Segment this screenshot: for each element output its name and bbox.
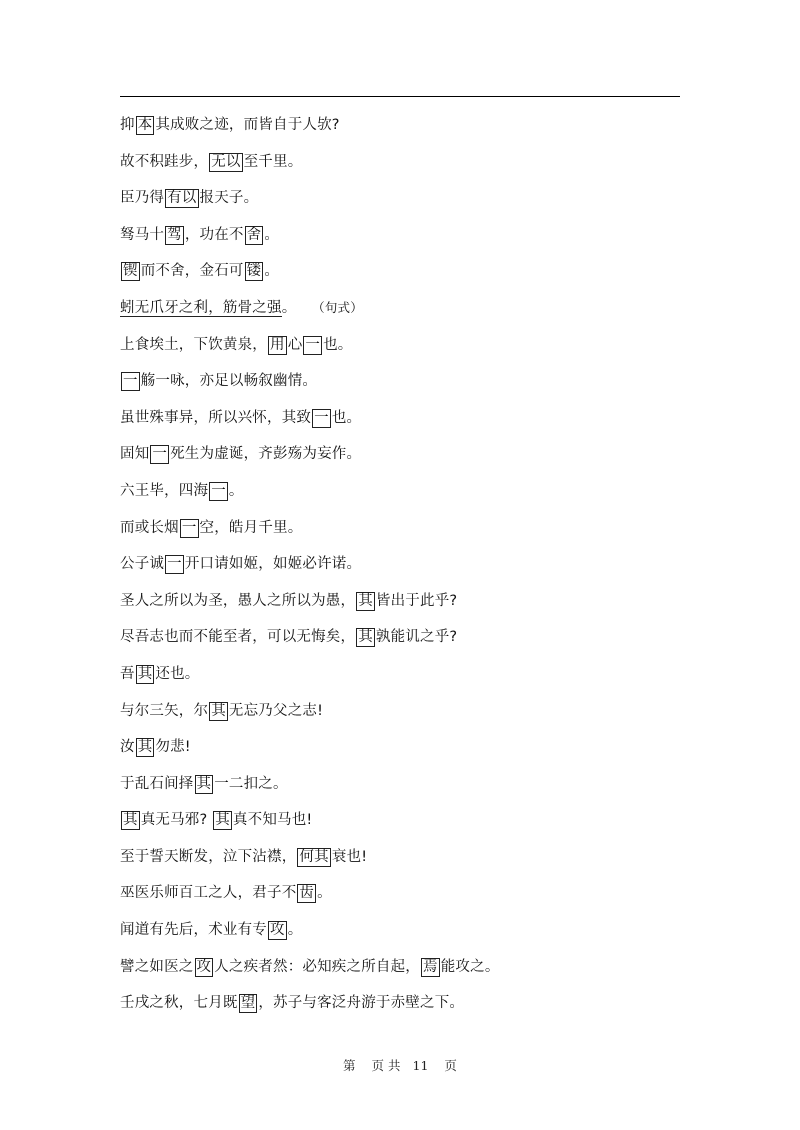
text-segment: 皆出于此乎? <box>375 592 458 609</box>
text-line <box>120 258 680 295</box>
text-line <box>120 222 680 259</box>
text-segment: 巫医乐师百工之人，君子不 <box>120 885 297 902</box>
text-segment: 一二扣之。 <box>214 775 288 792</box>
footer-suffix: 页 <box>444 1058 457 1073</box>
boxed-char: 一 <box>167 556 182 573</box>
text-line <box>120 112 680 149</box>
text-line <box>120 954 680 991</box>
text-segment: 。 <box>281 299 297 316</box>
underlined-text: 蚓无爪牙之利，筋骨之强 <box>120 299 282 316</box>
text-line <box>120 185 680 222</box>
text-segment: 空，皓月千里。 <box>199 519 303 536</box>
text-segment: 壬戌之秋，七月既 <box>120 995 238 1012</box>
boxed-char: 本 <box>137 117 153 133</box>
footer-total: 11 <box>412 1058 429 1073</box>
text-segment: 死生为虚诞，齐彭殇为妄作。 <box>170 446 362 463</box>
footer-prefix: 第 <box>343 1058 356 1073</box>
text-segment: 闻道有先后，术业有专 <box>120 922 267 939</box>
text-line <box>120 844 680 881</box>
text-segment: 真不知马也! <box>232 812 313 829</box>
text-line <box>120 405 680 442</box>
text-segment: 虽世殊事异，所以兴怀，其致 <box>120 409 312 426</box>
text-segment: 人之疾者然：必知疾之所自起， <box>214 958 421 975</box>
boxed-char: 何其 <box>299 848 329 865</box>
boxed-char: 其 <box>358 629 373 646</box>
text-segment: 尽吾志也而不能至者，可以无悔矣， <box>120 629 356 646</box>
page-footer <box>0 1056 800 1074</box>
boxed-char: 用 <box>270 336 285 353</box>
boxed-char: 锲 <box>123 263 138 280</box>
footer-mid: 页 共 <box>371 1058 401 1073</box>
annotation-note: （句式） <box>318 299 363 315</box>
text-line <box>120 990 680 1027</box>
text-line <box>120 880 680 917</box>
boxed-char: 其 <box>215 812 230 829</box>
text-line <box>120 368 680 405</box>
text-segment: 还也。 <box>155 665 200 682</box>
header-rule <box>120 96 680 97</box>
boxed-char: 镂 <box>246 263 262 280</box>
text-segment: 而不舍，金石可 <box>140 263 244 280</box>
text-segment: 开口请如姬，如姬必许诺。 <box>184 556 362 573</box>
text-line <box>120 551 680 588</box>
text-line <box>120 441 680 478</box>
text-segment: 心 <box>287 336 303 353</box>
text-line <box>120 478 680 515</box>
text-line <box>120 734 680 771</box>
text-line <box>120 771 680 808</box>
text-segment: 其成败之迹，而皆自于人欤? <box>155 117 340 133</box>
boxed-char: 一 <box>314 409 329 426</box>
text-segment: 圣人之所以为圣，愚人之所以为愚， <box>120 592 356 609</box>
text-segment: 孰能讥之乎? <box>375 629 458 646</box>
boxed-char: 一 <box>305 336 321 353</box>
boxed-char: 其 <box>196 775 212 792</box>
boxed-char: 驾 <box>167 226 182 243</box>
text-segment: 六王毕，四海 <box>120 482 209 499</box>
text-segment: 至千里。 <box>243 153 303 170</box>
text-segment: 固知 <box>120 446 150 463</box>
text-segment: 。 <box>228 482 244 499</box>
boxed-char: 有以 <box>167 190 197 207</box>
boxed-char: 其 <box>358 592 373 609</box>
text-segment: 也。 <box>323 336 353 353</box>
text-segment: 与尔三矢，尔 <box>120 702 209 719</box>
text-line <box>120 698 680 735</box>
text-segment: 吾 <box>120 665 135 682</box>
text-segment: 于乱石间择 <box>120 775 194 792</box>
text-segment: 臣乃得 <box>120 190 165 207</box>
boxed-char: 其 <box>123 812 138 829</box>
boxed-char: 一 <box>211 482 226 499</box>
text-line <box>120 624 680 661</box>
text-line <box>120 295 680 332</box>
text-line <box>120 515 680 552</box>
text-segment: 至于誓天断发，泣下沾襟， <box>120 848 297 865</box>
boxed-char: 一 <box>181 519 197 536</box>
text-segment: 公子诚 <box>120 556 165 573</box>
text-segment: 。 <box>287 922 303 939</box>
text-segment: 上食埃土，下饮黄泉， <box>120 336 267 353</box>
text-segment: 也。 <box>331 409 362 426</box>
text-line <box>120 661 680 698</box>
text-segment: 。 <box>264 226 280 243</box>
text-segment: 能攻之。 <box>440 958 500 975</box>
boxed-char: 无以 <box>211 153 241 170</box>
text-segment: 觞一咏，亦足以畅叙幽情。 <box>140 373 318 390</box>
boxed-char: 攻 <box>270 922 285 939</box>
boxed-char: 其 <box>211 702 226 719</box>
text-segment: 报天子。 <box>199 190 259 207</box>
text-line <box>120 149 680 186</box>
text-segment: ，功在不 <box>184 226 244 243</box>
text-segment: ，苏子与客泛舟游于赤壁之下。 <box>258 995 465 1012</box>
boxed-char: 其 <box>137 665 153 682</box>
text-segment: 真无马邪? <box>140 812 213 829</box>
text-segment: 抑 <box>120 117 135 133</box>
text-line <box>120 917 680 954</box>
text-line <box>120 588 680 625</box>
text-segment: 驽马十 <box>120 226 165 243</box>
text-line <box>120 332 680 369</box>
boxed-char: 其 <box>137 739 153 756</box>
text-line <box>120 807 680 844</box>
boxed-char: 焉 <box>423 958 438 975</box>
document-body <box>120 112 680 1027</box>
boxed-char: 攻 <box>196 958 212 975</box>
text-segment: 汝 <box>120 739 135 756</box>
text-segment: 无忘乃父之志! <box>228 702 324 719</box>
boxed-char: 一 <box>152 446 168 463</box>
text-segment: 譬之如医之 <box>120 958 194 975</box>
boxed-char: 舍 <box>246 226 262 243</box>
text-segment: 而或长烟 <box>120 519 179 536</box>
text-segment: 勿悲! <box>155 739 191 756</box>
boxed-char: 齿 <box>299 885 315 902</box>
text-segment: 衰也! <box>331 848 368 865</box>
text-segment: 。 <box>317 885 332 902</box>
boxed-char: 一 <box>123 373 138 390</box>
boxed-char: 望 <box>240 995 256 1012</box>
text-segment: 故不积跬步， <box>120 153 209 170</box>
text-segment: 。 <box>264 263 280 280</box>
